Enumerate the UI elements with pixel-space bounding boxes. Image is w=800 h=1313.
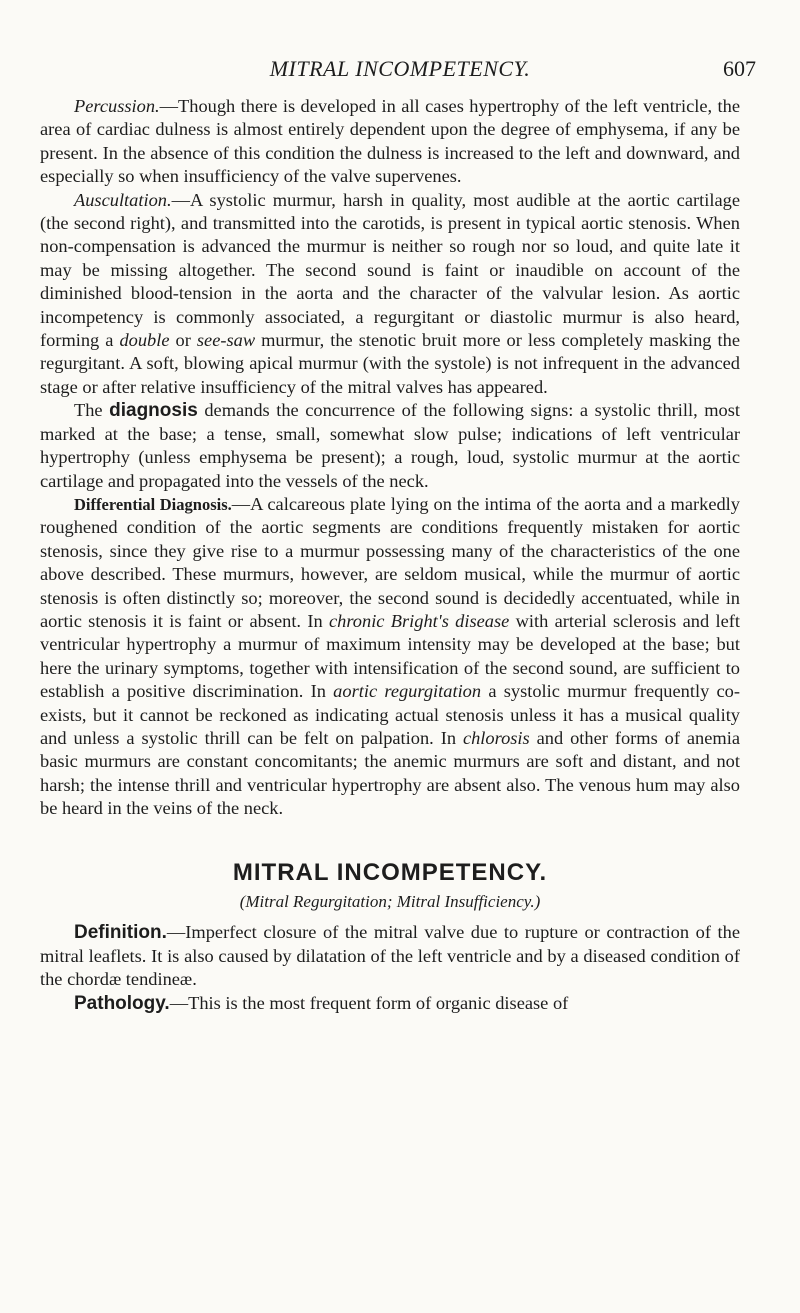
paragraph-text: and other forms of anemia basic murmurs are constant concomitants; the anemic murmurs are soft and distant, and not harsh; the intense thrill and ventricular hypertrophy are absent also. The venous hum may also be heard in the veins of the neck. bbox=[40, 727, 740, 819]
paragraph-differential-diagnosis bbox=[40, 493, 740, 821]
running-title: MITRAL INCOMPETENCY. bbox=[269, 56, 531, 81]
page-number: 607 bbox=[723, 56, 756, 81]
paragraph-text: murmur, the stenotic bruit more or less completely masking the regurgitant. A soft, blowing apical murmur (with the systole) is not infrequent in the advanced stage or after relative insufficiency of the mitral valves has appeared. bbox=[40, 330, 740, 397]
paragraph-text: —Imperfect closure of the mitral valve due to rupture or contraction of the mitral leaflets. It is also caused by dilatation of the left ventricle and by a diseased condition of the chordæ tendineæ. bbox=[40, 922, 740, 990]
paragraph-text: demands the concurrence of the following signs: a systolic thrill, most marked at the base; a tense, small, somewhat slow pulse; indications of left ventricular hypertrophy (unless emphysema be present); a rough, loud, systolic murmur at the aortic cartilage and propagated into the vessels of the neck. bbox=[40, 400, 740, 491]
paragraph-pathology bbox=[40, 992, 740, 1015]
run-in-heading-definition: Definition. bbox=[74, 922, 167, 944]
paragraph-percussion bbox=[40, 95, 740, 189]
run-in-heading-pathology: Pathology. bbox=[74, 992, 170, 1014]
run-in-heading-differential: Differential Diagnosis. bbox=[74, 494, 232, 514]
paragraph-text: —Though there is developed in all cases hypertrophy of the left ventricle, the area of cardiac dulness is almost entirely dependent upon the degree of emphysema, if any be present. In the absence of this condition the dulness is increased to the left and downward, and especially so when insufficiency of the valve supervenes. bbox=[40, 96, 740, 187]
keyword-diagnosis: diagnosis bbox=[109, 400, 198, 422]
paragraph-text: —This is the most frequent form of organic disease of bbox=[169, 992, 569, 1013]
paragraph-text: The bbox=[74, 400, 110, 421]
paragraph-text: a systolic murmur frequently co-exists, but it cannot be reckoned as indicating actual stenosis unless it has a musical quality and unless a systolic thrill can be felt on palpation. In bbox=[40, 681, 740, 748]
paragraph-diagnosis bbox=[40, 399, 740, 493]
paragraph-definition bbox=[40, 921, 740, 991]
paragraph-text: —A calcareous plate lying on the intima of the aorta and a markedly roughened condition of the aortic segments are conditions frequently mistaken for aortic stenosis, since they give rise to a murmur possessing many of the characteristics of the one above described. These murmurs, however, are seldom musical, while the murmur of aortic stenosis is often distinctly so; moreover, the second sound is decidedly accentuated, while in aortic stenosis it is faint or absent. In bbox=[40, 493, 740, 631]
paragraph-text: with arterial sclerosis and left ventricular hypertrophy a murmur of maximum intensity may be developed at the base; but here the urinary symptoms, together with intensification of the second sound, are sufficient to establish a positive discrimination. In bbox=[40, 610, 740, 702]
section-subtitle: (Mitral Regurgitation; Mitral Insufficiency.) bbox=[239, 892, 541, 911]
paragraph-text: —A systolic murmur, harsh in quality, most audible at the aortic cartilage (the second right), and transmitted into the carotids, is present in typical aortic stenosis. When non-compensation is advanced the murmur is neither so rough nor so loud, and quite late it may be missing altogether. The second sound is faint or inaudible on account of the diminished blood-tension in the aorta and the character of the valvular lesion. As aortic incompetency is commonly associated, a regurgitant or diastolic murmur is also heard, forming a bbox=[40, 189, 740, 351]
run-in-heading-percussion: Percussion. bbox=[74, 96, 160, 116]
running-head bbox=[0, 56, 800, 96]
run-in-heading-auscultation: Auscultation. bbox=[74, 189, 172, 210]
section-title: MITRAL INCOMPETENCY. bbox=[232, 858, 548, 886]
emphasis-brights-disease: chronic Bright's disease bbox=[328, 610, 510, 631]
emphasis-chlorosis: chlorosis bbox=[462, 727, 530, 748]
emphasis-double: double bbox=[119, 330, 170, 351]
paragraph-text: or bbox=[169, 330, 197, 351]
emphasis-see-saw: see-saw bbox=[196, 330, 256, 351]
paragraph-auscultation bbox=[40, 189, 740, 400]
page-body bbox=[40, 95, 740, 1015]
emphasis-aortic-regurgitation: aortic regurgitation bbox=[333, 681, 482, 702]
